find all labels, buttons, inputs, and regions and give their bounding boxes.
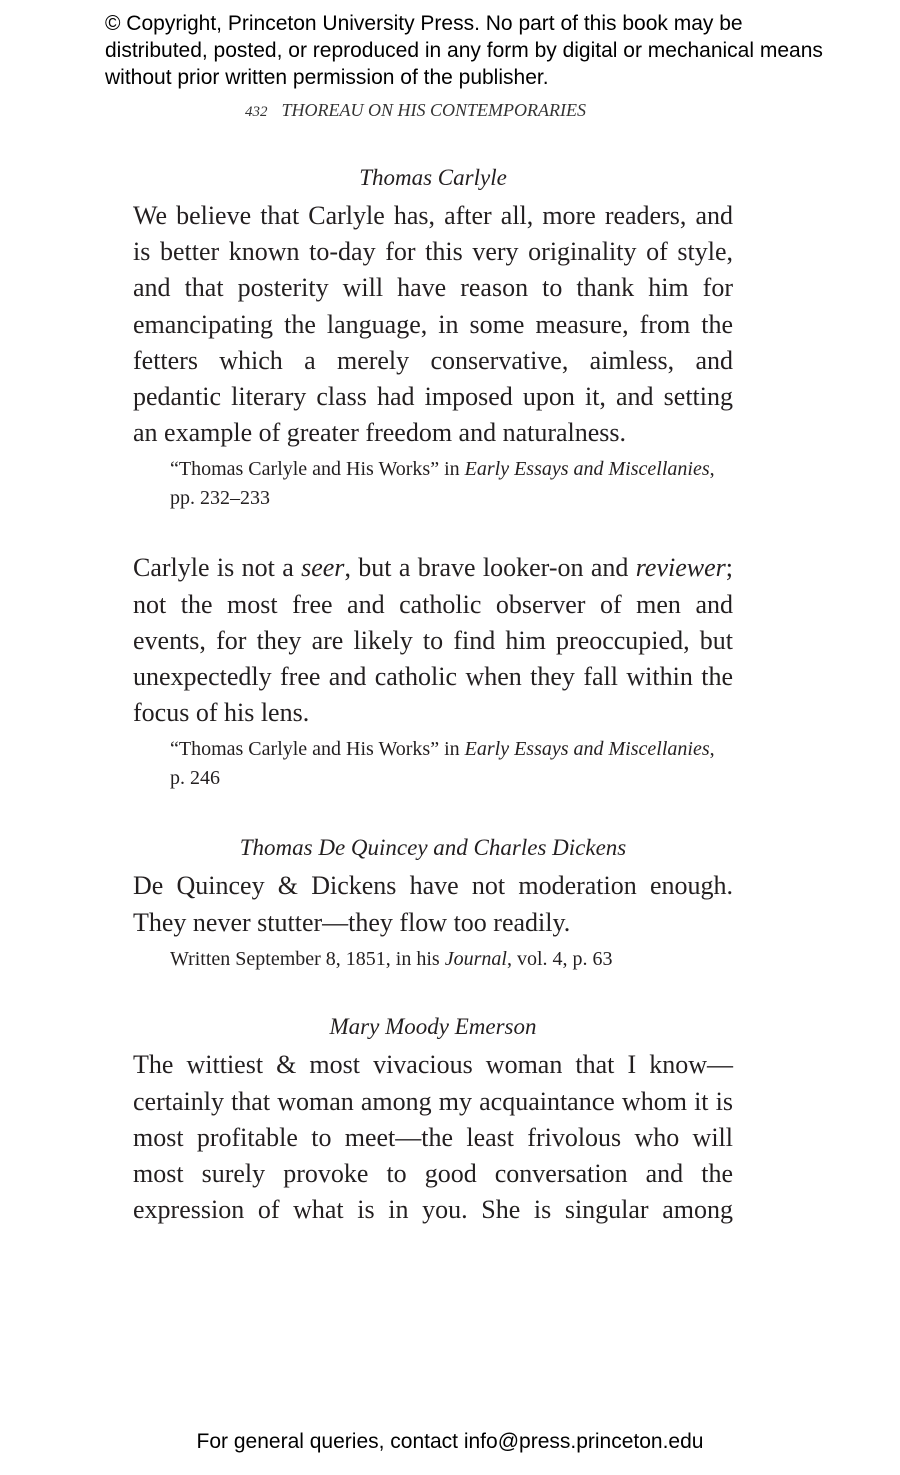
page-content xyxy=(133,162,733,1228)
source-suffix: , pp. 232–233 xyxy=(170,458,715,509)
source-work: Early Essays and Miscellanies xyxy=(464,738,710,761)
quote-mary-moody-emerson: The wittiest & most vivacious woman that I know—certainly that woman among my acquaintance whom it is most profitable to meet—the least frivolous who will most surely provoke to good conversation and the expression of what is in you. She is singular among xyxy=(133,1050,733,1225)
source-suffix: , p. 246 xyxy=(170,738,715,789)
quote-carlyle-1: We believe that Carlyle has, after all, more readers, and is better known to-day for this very originality of style, and that posterity will have reason to thank him for emancipating the language, in some measure, from the fetters which a merely conservative, aimless, and pedantic literary class had imposed upon it, and setting an example of greater freedom and naturalness. xyxy=(133,201,733,448)
source-carlyle-2 xyxy=(170,735,733,792)
source-dequincey-dickens xyxy=(170,945,733,974)
quote-text: ; not the most free and catholic observer of men and events, for they are likely to find him preoccupied, but unexpectedly free and catholic when they fall within the focus of his lens. xyxy=(133,553,733,728)
section-title-carlyle: Thomas Carlyle xyxy=(359,165,507,190)
page-number: 432 xyxy=(245,104,268,120)
source-work: Early Essays and Miscellanies xyxy=(464,458,710,481)
source-work: Journal xyxy=(444,947,507,970)
source-prefix: “Thomas Carlyle and His Works” in xyxy=(170,458,465,481)
copyright-notice: © Copyright, Princeton University Press. No part of this book may be distributed, posted, or reproduced in any form by digital or mechanical means without prior written permission of the publisher. xyxy=(105,12,823,89)
running-head-title: THOREAU ON HIS CONTEMPORARIES xyxy=(281,100,586,120)
quote-emphasis: seer xyxy=(301,553,345,583)
section-title-mary-moody-emerson: Mary Moody Emerson xyxy=(329,1014,537,1040)
source-prefix: “Thomas Carlyle and His Works” in xyxy=(170,738,465,761)
source-carlyle-1 xyxy=(170,455,733,512)
quote-emphasis: reviewer xyxy=(635,553,726,583)
quote-text: Carlyle is not a xyxy=(133,553,302,583)
quote-dequincey-dickens: De Quincey & Dickens have not moderation enough. They never stutter—they flow too readily. xyxy=(133,871,733,937)
section-title-dequincey-dickens: Thomas De Quincey and Charles Dickens xyxy=(239,835,627,861)
quote-carlyle-2 xyxy=(133,550,733,731)
running-head xyxy=(245,98,586,124)
quote-text: , but a brave looker-on and xyxy=(344,553,636,583)
source-suffix: , vol. 4, p. 63 xyxy=(506,947,613,970)
source-prefix: Written September 8, 1851, in his xyxy=(170,947,445,970)
footer-contact: For general queries, contact info@press.princeton.edu xyxy=(196,1430,704,1453)
